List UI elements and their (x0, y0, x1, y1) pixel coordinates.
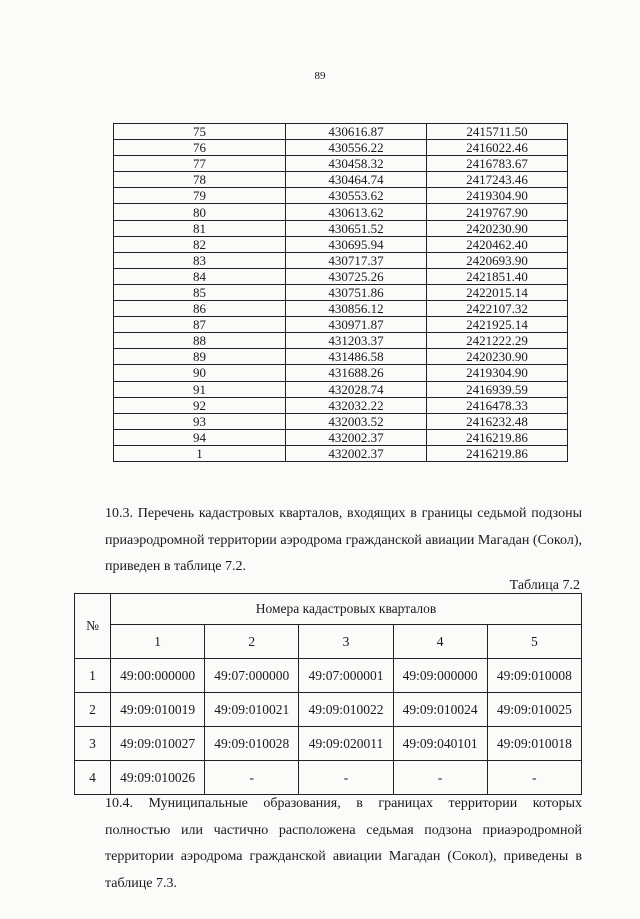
table-cell: 432032.22 (286, 397, 427, 413)
cadastral-quarters-table (74, 593, 582, 795)
row-number: 4 (75, 761, 111, 795)
table-row (114, 252, 568, 268)
table-cell: 77 (114, 156, 286, 172)
table-cell: 75 (114, 124, 286, 140)
table-cell: 2416783.67 (426, 156, 567, 172)
number-header: № (75, 594, 111, 659)
table-cell: 2421925.14 (426, 317, 567, 333)
table-cell: 49:09:010028 (205, 727, 299, 761)
paragraph-line: полностью или частично расположена седьмая подзона приаэродромной (105, 822, 582, 838)
group-header: Номера кадастровых кварталов (111, 594, 582, 625)
table-row (114, 365, 568, 381)
table-cell: 49:00:000000 (111, 659, 205, 693)
table-cell: 432003.52 (286, 413, 427, 429)
table-cell: 431486.58 (286, 349, 427, 365)
table-cell: 431688.26 (286, 365, 427, 381)
column-header: 1 (111, 625, 205, 659)
table-row (114, 445, 568, 461)
table-cell: 80 (114, 204, 286, 220)
table-cell: 2420230.90 (426, 349, 567, 365)
table-cell: 83 (114, 252, 286, 268)
column-header: 5 (487, 625, 581, 659)
table-cell: 2422107.32 (426, 301, 567, 317)
table-row (114, 188, 568, 204)
table-row (114, 156, 568, 172)
table-cell: 430458.32 (286, 156, 427, 172)
table-cell: 49:09:010027 (111, 727, 205, 761)
table-cell: 2420693.90 (426, 252, 567, 268)
table-row (114, 317, 568, 333)
table-cell: 49:07:000000 (205, 659, 299, 693)
table-cell: 2419304.90 (426, 365, 567, 381)
table-cell: 49:09:010022 (299, 693, 393, 727)
table-cell: 93 (114, 413, 286, 429)
table-cell: 49:09:010008 (487, 659, 581, 693)
table-row (114, 429, 568, 445)
row-number: 3 (75, 727, 111, 761)
table-row (114, 413, 568, 429)
table-cell: 76 (114, 140, 286, 156)
paragraph-10-4 (68, 791, 582, 897)
coordinates-table (113, 123, 568, 462)
column-header: 3 (299, 625, 393, 659)
table-row (114, 204, 568, 220)
table-cell: 49:09:010026 (111, 761, 205, 795)
table-cell: - (205, 761, 299, 795)
table-cell: - (299, 761, 393, 795)
paragraph-line: 10.3. Перечень кадастровых кварталов, входящих в границы седьмой подзоны (105, 506, 582, 521)
table-caption: Таблица 7.2 (509, 578, 580, 593)
paragraph-line: 10.4. Муниципальные образования, в границах территории которых (105, 796, 582, 811)
table-subheader-row (75, 625, 582, 659)
row-number: 1 (75, 659, 111, 693)
table-cell: 431203.37 (286, 333, 427, 349)
table-cell: 2420462.40 (426, 236, 567, 252)
table-cell: 430856.12 (286, 301, 427, 317)
table-cell: 2421222.29 (426, 333, 567, 349)
table-cell: 84 (114, 268, 286, 284)
table-header-row (75, 594, 582, 625)
table-cell: 2416939.59 (426, 381, 567, 397)
table-cell: 86 (114, 301, 286, 317)
table-cell: 79 (114, 188, 286, 204)
table-cell: 49:09:020011 (299, 727, 393, 761)
table-row (114, 349, 568, 365)
table-cell: 432028.74 (286, 381, 427, 397)
table-cell: 89 (114, 349, 286, 365)
table-cell: 2416478.33 (426, 397, 567, 413)
table-cell: 2421851.40 (426, 268, 567, 284)
table-row (114, 124, 568, 140)
table-cell: 432002.37 (286, 445, 427, 461)
table-cell: 430751.86 (286, 284, 427, 300)
paragraph-10-3 (68, 501, 582, 581)
table-cell: 49:09:010018 (487, 727, 581, 761)
table-cell: 2417243.46 (426, 172, 567, 188)
column-header: 4 (393, 625, 487, 659)
table-cell: 49:09:010021 (205, 693, 299, 727)
row-number: 2 (75, 693, 111, 727)
table-cell: 90 (114, 365, 286, 381)
table-row (75, 693, 582, 727)
table-row (114, 284, 568, 300)
table-row (114, 333, 568, 349)
table-cell: 430717.37 (286, 252, 427, 268)
table-row (75, 727, 582, 761)
table-row (114, 236, 568, 252)
table-cell: 49:09:000000 (393, 659, 487, 693)
table-row (75, 761, 582, 795)
table-cell: 49:09:010019 (111, 693, 205, 727)
page-number: 89 (314, 70, 326, 82)
table-cell: 2416022.46 (426, 140, 567, 156)
table-row (114, 268, 568, 284)
table-cell: - (487, 761, 581, 795)
paragraph-line: территории аэродрома гражданской авиации Магадан (Сокол), приведены в (105, 849, 582, 864)
table-cell: 430616.87 (286, 124, 427, 140)
table-row (114, 397, 568, 413)
table-cell: 85 (114, 284, 286, 300)
table-cell: 430464.74 (286, 172, 427, 188)
table-row (114, 220, 568, 236)
table-cell: 2416219.86 (426, 445, 567, 461)
table-cell: 2420230.90 (426, 220, 567, 236)
table-cell: 2415711.50 (426, 124, 567, 140)
table-cell: 2416219.86 (426, 429, 567, 445)
table-cell: - (393, 761, 487, 795)
table-cell: 91 (114, 381, 286, 397)
table-cell: 2419304.90 (426, 188, 567, 204)
table-cell: 430695.94 (286, 236, 427, 252)
table-cell: 430556.22 (286, 140, 427, 156)
paragraph-line: таблице 7.3. (105, 875, 177, 891)
table-cell: 430725.26 (286, 268, 427, 284)
table-cell: 78 (114, 172, 286, 188)
table-cell: 430613.62 (286, 204, 427, 220)
table-cell: 49:09:010024 (393, 693, 487, 727)
table-cell: 92 (114, 397, 286, 413)
table-cell: 2419767.90 (426, 204, 567, 220)
table-cell: 2416232.48 (426, 413, 567, 429)
table-cell: 432002.37 (286, 429, 427, 445)
table-cell: 2422015.14 (426, 284, 567, 300)
table-cell: 82 (114, 236, 286, 252)
table-cell: 430971.87 (286, 317, 427, 333)
table-cell: 49:09:040101 (393, 727, 487, 761)
table-cell: 94 (114, 429, 286, 445)
table-cell: 88 (114, 333, 286, 349)
table-cell: 430553.62 (286, 188, 427, 204)
table-row (114, 140, 568, 156)
paragraph-line: приведен в таблице 7.2. (105, 559, 246, 574)
table-row (114, 172, 568, 188)
table-cell: 49:09:010025 (487, 693, 581, 727)
paragraph-line: приаэродромной территории аэродрома гражданской авиации Магадан (Сокол), (105, 532, 582, 548)
table-cell: 430651.52 (286, 220, 427, 236)
table-cell: 81 (114, 220, 286, 236)
table-cell: 87 (114, 317, 286, 333)
table-cell: 1 (114, 445, 286, 461)
table-row (75, 659, 582, 693)
table-cell: 49:07:000001 (299, 659, 393, 693)
column-header: 2 (205, 625, 299, 659)
table-row (114, 301, 568, 317)
table-row (114, 381, 568, 397)
